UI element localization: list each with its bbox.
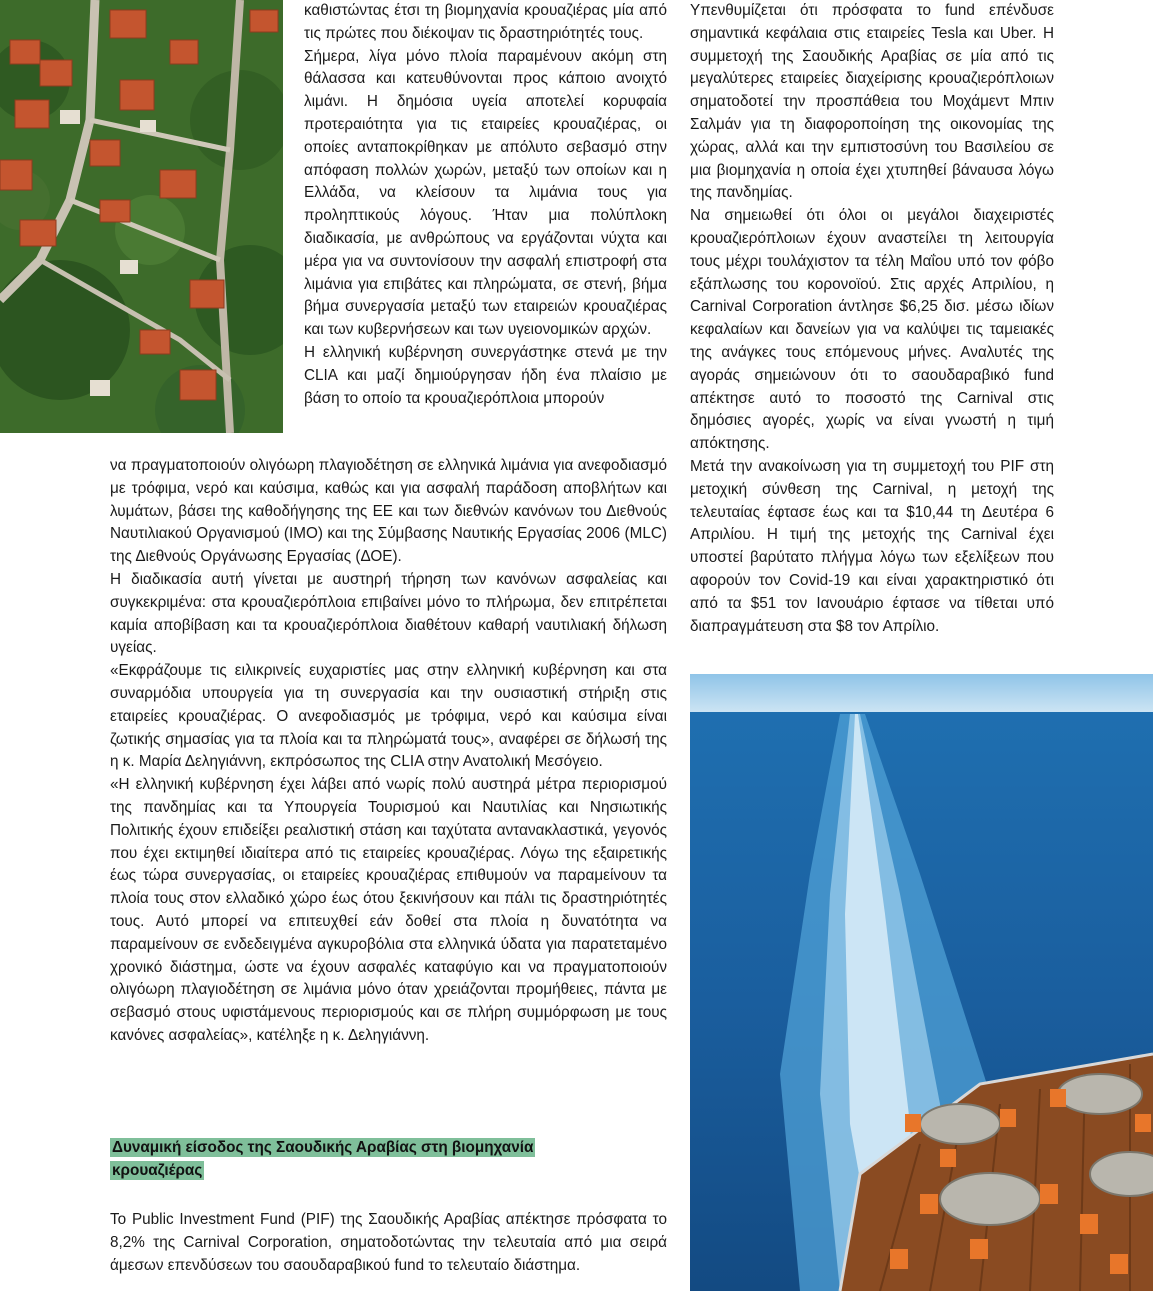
paragraph: «Εκφράζουμε τις ειλικρινείς ευχαριστίες μας στην ελληνική κυβέρνηση και στα συναρμόδια υπουργεία για τη συνεργασία και την ουσιαστική στήριξη στις εταιρείες κρουαζιέρας. Ο ανεφοδιασμός με τρόφιμα, νερό και καύσιμα είναι ζωτικής σημασίας για τα πλοία και τα πληρώματά τους», αναφέρει σε δήλωσή της η κ. Μαρία Δεληγιάννη, εκπρόσωπος της CLIA στην Ανατολική Μεσόγειο.	[110, 662, 667, 771]
paragraph: Η ελληνική κυβέρνηση συνεργάστηκε στενά με την CLIA και μαζί δημιούργησαν ήδη ένα πλαίσιο με βάση το οποίο τα κρουαζιερόπλοια μπορούν	[304, 343, 667, 407]
section-heading	[110, 1137, 588, 1183]
article-column-middle	[304, 0, 667, 410]
paragraph: Μετά την ανακοίνωση για τη συμμετοχή του PIF στη μετοχική σύνθεση της Carnival, η μετοχή της τελευταίας έφτασε έως και τα $10,44 τη Δευτέρα 6 Απριλίου. Η τιμή της μετοχής της Carnival έχει υποστεί βαρύτατο πλήγμα λόγω των εξελίξεων που αφορούν τον Covid-19 και είναι χαρακτηριστικό ότι από τα $51 τον Ιανουάριο έφτασε να τίθεται υπό διαπραγμάτευση στα $8 τον Απρίλιο.	[690, 457, 1054, 635]
section-heading-text: Δυναμική είσοδος της Σαουδικής Αραβίας στη βιομηχανία κρουαζιέρας	[112, 1139, 534, 1179]
paragraph: Σήμερα, λίγα μόνο πλοία παραμένουν ακόμη στη θάλασσα και κατευθύνονται προς κάποιο ανοιχτό λιμάνι. Η δημόσια υγεία αποτελεί κορυφαία προτεραιότητα για τις εταιρείες κρουαζιέρας, οι οποίες ανταποκρίθηκαν με απόλυτο σεβασμό στην απόφαση πολλών χωρών, μεταξύ των οποίων και η Ελλάδα, να κλείσουν τα λιμάνια τους για προληπτικούς λόγους. Ήταν μια πολύπλοκη διαδικασία, με ανθρώπους να εργάζονται νύχτα και μέρα για να συντονίσουν την ασφαλή επιστροφή στα λιμάνια για επιβάτες και πληρώματα, σε στενή, βήμα βήμα συνεργασία μεταξύ των εταιρειών κρουαζιέρας και των κυβερνήσεων και των υγειονομικών αρχών.	[304, 47, 667, 339]
paragraph: «Η ελληνική κυβέρνηση έχει λάβει από νωρίς πολύ αυστηρά μέτρα περιορισμού της πανδημίας και τα Υπουργεία Τουρισμού και Ναυτιλίας και Νησιωτικής Πολιτικής έχουν επιδείξει ρεαλιστική στάση και ταχύτατα αντανακλαστικά, γεγονός που έχει εκτιμηθεί ιδιαίτερα από τις εταιρείες κρουαζιέρας. Λόγω της εξαιρετικής έως τώρα συνεργασίας, οι εταιρείες κρουαζιέρας επιθυμούν να παραμείνουν τα πλοία τους στον ελλαδικό χώρο έως ότου ξεκινήσουν και πάλι τις δραστηριότητές τους. Αυτό μπορεί να επιτευχθεί εάν δοθεί στα πλοία η δυνατότητα να παραμείνουν σε ενδεδειγμένα αγκυροβόλια στα ελληνικά ύδατα για παρατεταμένο χρονικό διάστημα, ώστε να έχουν ασφαλές καταφύγιο και να πραγματοποιούν ολιγόωρη πλαγιοδέτηση σε λιμάνια μόνο όταν χρειάζονται προμήθειες, πάντα με σεβασμό στους υφιστάμενους περιορισμούς και σε πλήρη συμμόρφωση με τους κανόνες ασφαλείας», κατέληξε η κ. Δεληγιάννη.	[110, 776, 667, 1044]
paragraph: Το Public Investment Fund (PIF) της Σαουδικής Αραβίας απέκτησε πρόσφατα το 8,2% της Carnival Corporation, σηματοδοτώντας την τελευταία από μια σειρά άμεσων επενδύσεων του σαουδαραβικού fund το τελευταίο διάστημα.	[110, 1211, 667, 1274]
paragraph: καθιστώντας έτσι τη βιομηχανία κρουαζιέρας μία από τις πρώτες που διέκοψαν τις δραστηριότητές τους.	[304, 2, 667, 42]
article-column-section	[110, 1209, 667, 1277]
paragraph: Υπενθυμίζεται ότι πρόσφατα το fund επένδυσε σημαντικά κεφάλαια στις εταιρείες Tesla και Uber. Η συμμετοχή της Σαουδικής Αραβίας σε μία από τις μεγαλύτερες εταιρείες διαχείρισης κρουαζιερόπλοιων σηματοδοτεί την προσπάθεια του Μοχάμεντ Μπιν Σαλμάν για τη διαφοροποίηση της οικονομίας της χώρας, αλλά και την εμπιστοσύνη του Βασιλείου σε μια βιομηχανία η οποία έχει χτυπηθεί βάναυσα λόγω της πανδημίας.	[690, 2, 1054, 202]
paragraph: Η διαδικασία αυτή γίνεται με αυστηρή τήρηση των κανόνων ασφαλείας και συγκεκριμένα: στα κρουαζιερόπλοια επιβαίνει μόνο το πλήρωμα, δεν επιτρέπεται καμία αποβίβαση και τα κρουαζιερόπλοια διαθέτουν καθαρή ναυτιλιακή δήλωση υγείας.	[110, 570, 667, 657]
aerial-village-photo	[0, 0, 283, 433]
article-column-right	[690, 0, 1054, 638]
paragraph: να πραγματοποιούν ολιγόωρη πλαγιοδέτηση σε ελληνικά λιμάνια για ανεφοδιασμό με τρόφιμα, νερό και καύσιμα, καθώς και για ασφαλή παράδοση αποβλήτων και λυμάτων, βάσει της καθοδήγησης της ΕΕ και των διεθνών κανόνων του Διεθνούς Ναυτιλιακού Οργανισμού (ΙΜΟ) και της Σύμβασης Ναυτικής Εργασίας 2006 (MLC) της Διεθνούς Οργάνωσης Εργασίας (ΔΟΕ).	[110, 457, 667, 566]
paragraph: Να σημειωθεί ότι όλοι οι μεγάλοι διαχειριστές κρουαζιερόπλοιων έχουν αναστείλει τη λειτουργία τους μέχρι τουλάχιστον τα τέλη Μαΐου υπό τον φόβο εξάπλωσης του κορονοϊού. Στις αρχές Απριλίου, η Carnival Corporation άντλησε $6,25 δισ. μέσω ιδίων κεφαλαίων και δανείων για να καλύψει τις ταμειακές της ανάγκες τους επόμενους μήνες. Αναλυτές της αγοράς σημειώνουν ότι το σαουδαραβικό fund απέκτησε αυτό το ποσοστό της Carnival στις δημόσιες αγορές, χωρίς να είναι γνωστή η τιμή απόκτησης.	[690, 207, 1054, 453]
article-column-wide	[110, 455, 667, 1048]
cruise-ship-wake-photo	[690, 674, 1153, 1291]
